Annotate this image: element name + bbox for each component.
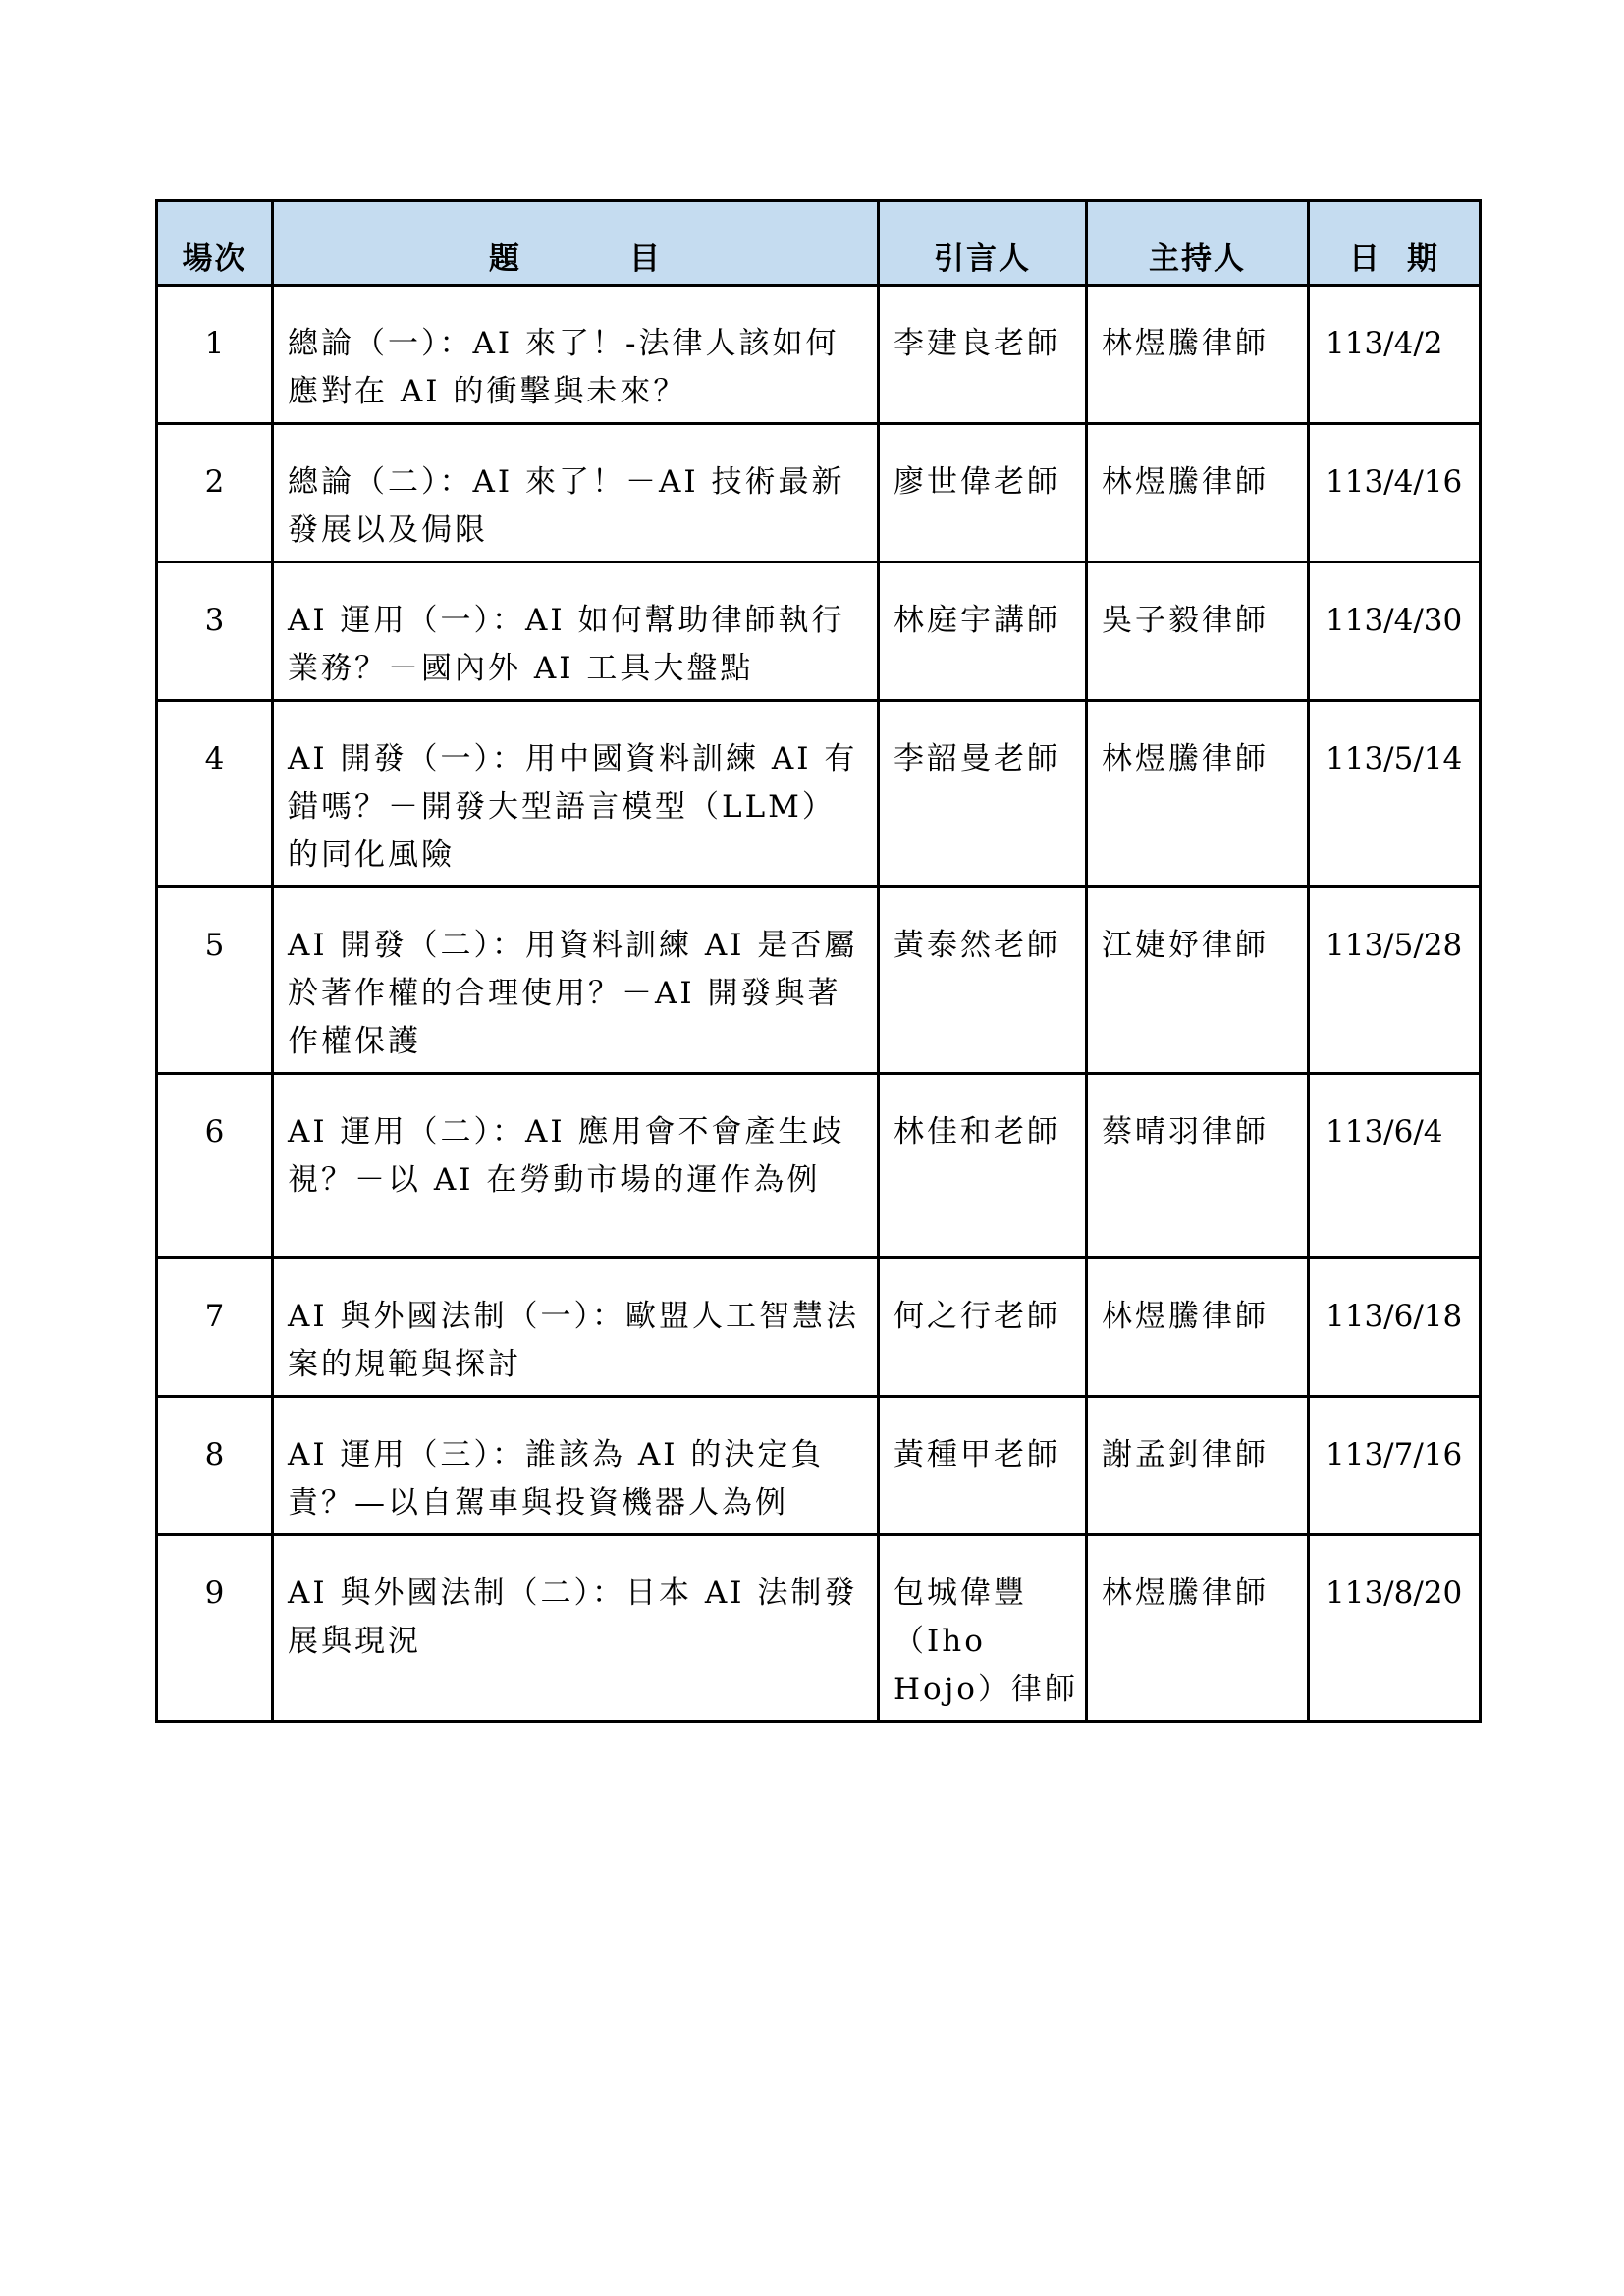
session-date: 113/6/4: [1309, 1074, 1481, 1258]
table-row: [157, 701, 1481, 887]
table-row: [157, 1535, 1481, 1722]
session-date: 113/4/16: [1309, 424, 1481, 562]
session-speaker: 李韶曼老師: [879, 701, 1087, 887]
session-date: 113/5/28: [1309, 887, 1481, 1074]
session-speaker: 廖世偉老師: [879, 424, 1087, 562]
session-host: 吳子毅律師: [1087, 562, 1309, 701]
header-topic: 題 目: [273, 201, 879, 286]
session-host: 林煜騰律師: [1087, 1535, 1309, 1722]
session-topic: AI 運用（一）：AI 如何幫助律師執行業務？－國內外 AI 工具大盤點: [273, 562, 879, 701]
session-topic: AI 開發（一）：用中國資料訓練 AI 有錯嗎？－開發大型語言模型（LLM）的同化風險: [273, 701, 879, 887]
header-host: 主持人: [1087, 201, 1309, 286]
table-row: [157, 1074, 1481, 1258]
header-session: 場次: [157, 201, 273, 286]
table-row: [157, 562, 1481, 701]
session-topic: AI 與外國法制（一）：歐盟人工智慧法案的規範與探討: [273, 1258, 879, 1397]
session-topic: AI 運用（二）：AI 應用會不會產生歧視？－以 AI 在勞動市場的運作為例: [273, 1074, 879, 1258]
session-host: 謝孟釗律師: [1087, 1397, 1309, 1535]
session-topic: AI 與外國法制（二）：日本 AI 法制發展與現況: [273, 1535, 879, 1722]
session-speaker: 黃泰然老師: [879, 887, 1087, 1074]
session-number: 1: [157, 286, 273, 424]
header-speaker: 引言人: [879, 201, 1087, 286]
session-number: 3: [157, 562, 273, 701]
session-number: 5: [157, 887, 273, 1074]
session-date: 113/4/2: [1309, 286, 1481, 424]
schedule-table: [155, 199, 1482, 1723]
session-number: 4: [157, 701, 273, 887]
session-speaker: 李建良老師: [879, 286, 1087, 424]
session-topic: AI 運用（三）：誰該為 AI 的決定負責？—以自駕車與投資機器人為例: [273, 1397, 879, 1535]
session-topic: AI 開發（二）：用資料訓練 AI 是否屬於著作權的合理使用？－AI 開發與著作權保護: [273, 887, 879, 1074]
session-speaker: 林庭宇講師: [879, 562, 1087, 701]
table-row: [157, 887, 1481, 1074]
session-host: 蔡晴羽律師: [1087, 1074, 1309, 1258]
session-number: 7: [157, 1258, 273, 1397]
session-host: 林煜騰律師: [1087, 701, 1309, 887]
table-row: [157, 286, 1481, 424]
session-host: 林煜騰律師: [1087, 1258, 1309, 1397]
table-row: [157, 424, 1481, 562]
session-host: 林煜騰律師: [1087, 286, 1309, 424]
table-row: [157, 1258, 1481, 1397]
session-host: 江婕妤律師: [1087, 887, 1309, 1074]
session-topic: 總論（二）：AI 來了！－AI 技術最新發展以及侷限: [273, 424, 879, 562]
session-number: 9: [157, 1535, 273, 1722]
session-number: 8: [157, 1397, 273, 1535]
session-number: 6: [157, 1074, 273, 1258]
session-number: 2: [157, 424, 273, 562]
session-speaker: 何之行老師: [879, 1258, 1087, 1397]
header-row: [157, 201, 1481, 286]
table-row: [157, 1397, 1481, 1535]
session-topic: 總論（一）：AI 來了！-法律人該如何應對在 AI 的衝擊與未來？: [273, 286, 879, 424]
session-speaker: 林佳和老師: [879, 1074, 1087, 1258]
session-date: 113/5/14: [1309, 701, 1481, 887]
session-date: 113/6/18: [1309, 1258, 1481, 1397]
header-date: 日 期: [1309, 201, 1481, 286]
session-host: 林煜騰律師: [1087, 424, 1309, 562]
session-date: 113/4/30: [1309, 562, 1481, 701]
session-speaker: 包城偉豐（Iho Hojo）律師: [879, 1535, 1087, 1722]
session-date: 113/7/16: [1309, 1397, 1481, 1535]
session-speaker: 黃種甲老師: [879, 1397, 1087, 1535]
session-date: 113/8/20: [1309, 1535, 1481, 1722]
